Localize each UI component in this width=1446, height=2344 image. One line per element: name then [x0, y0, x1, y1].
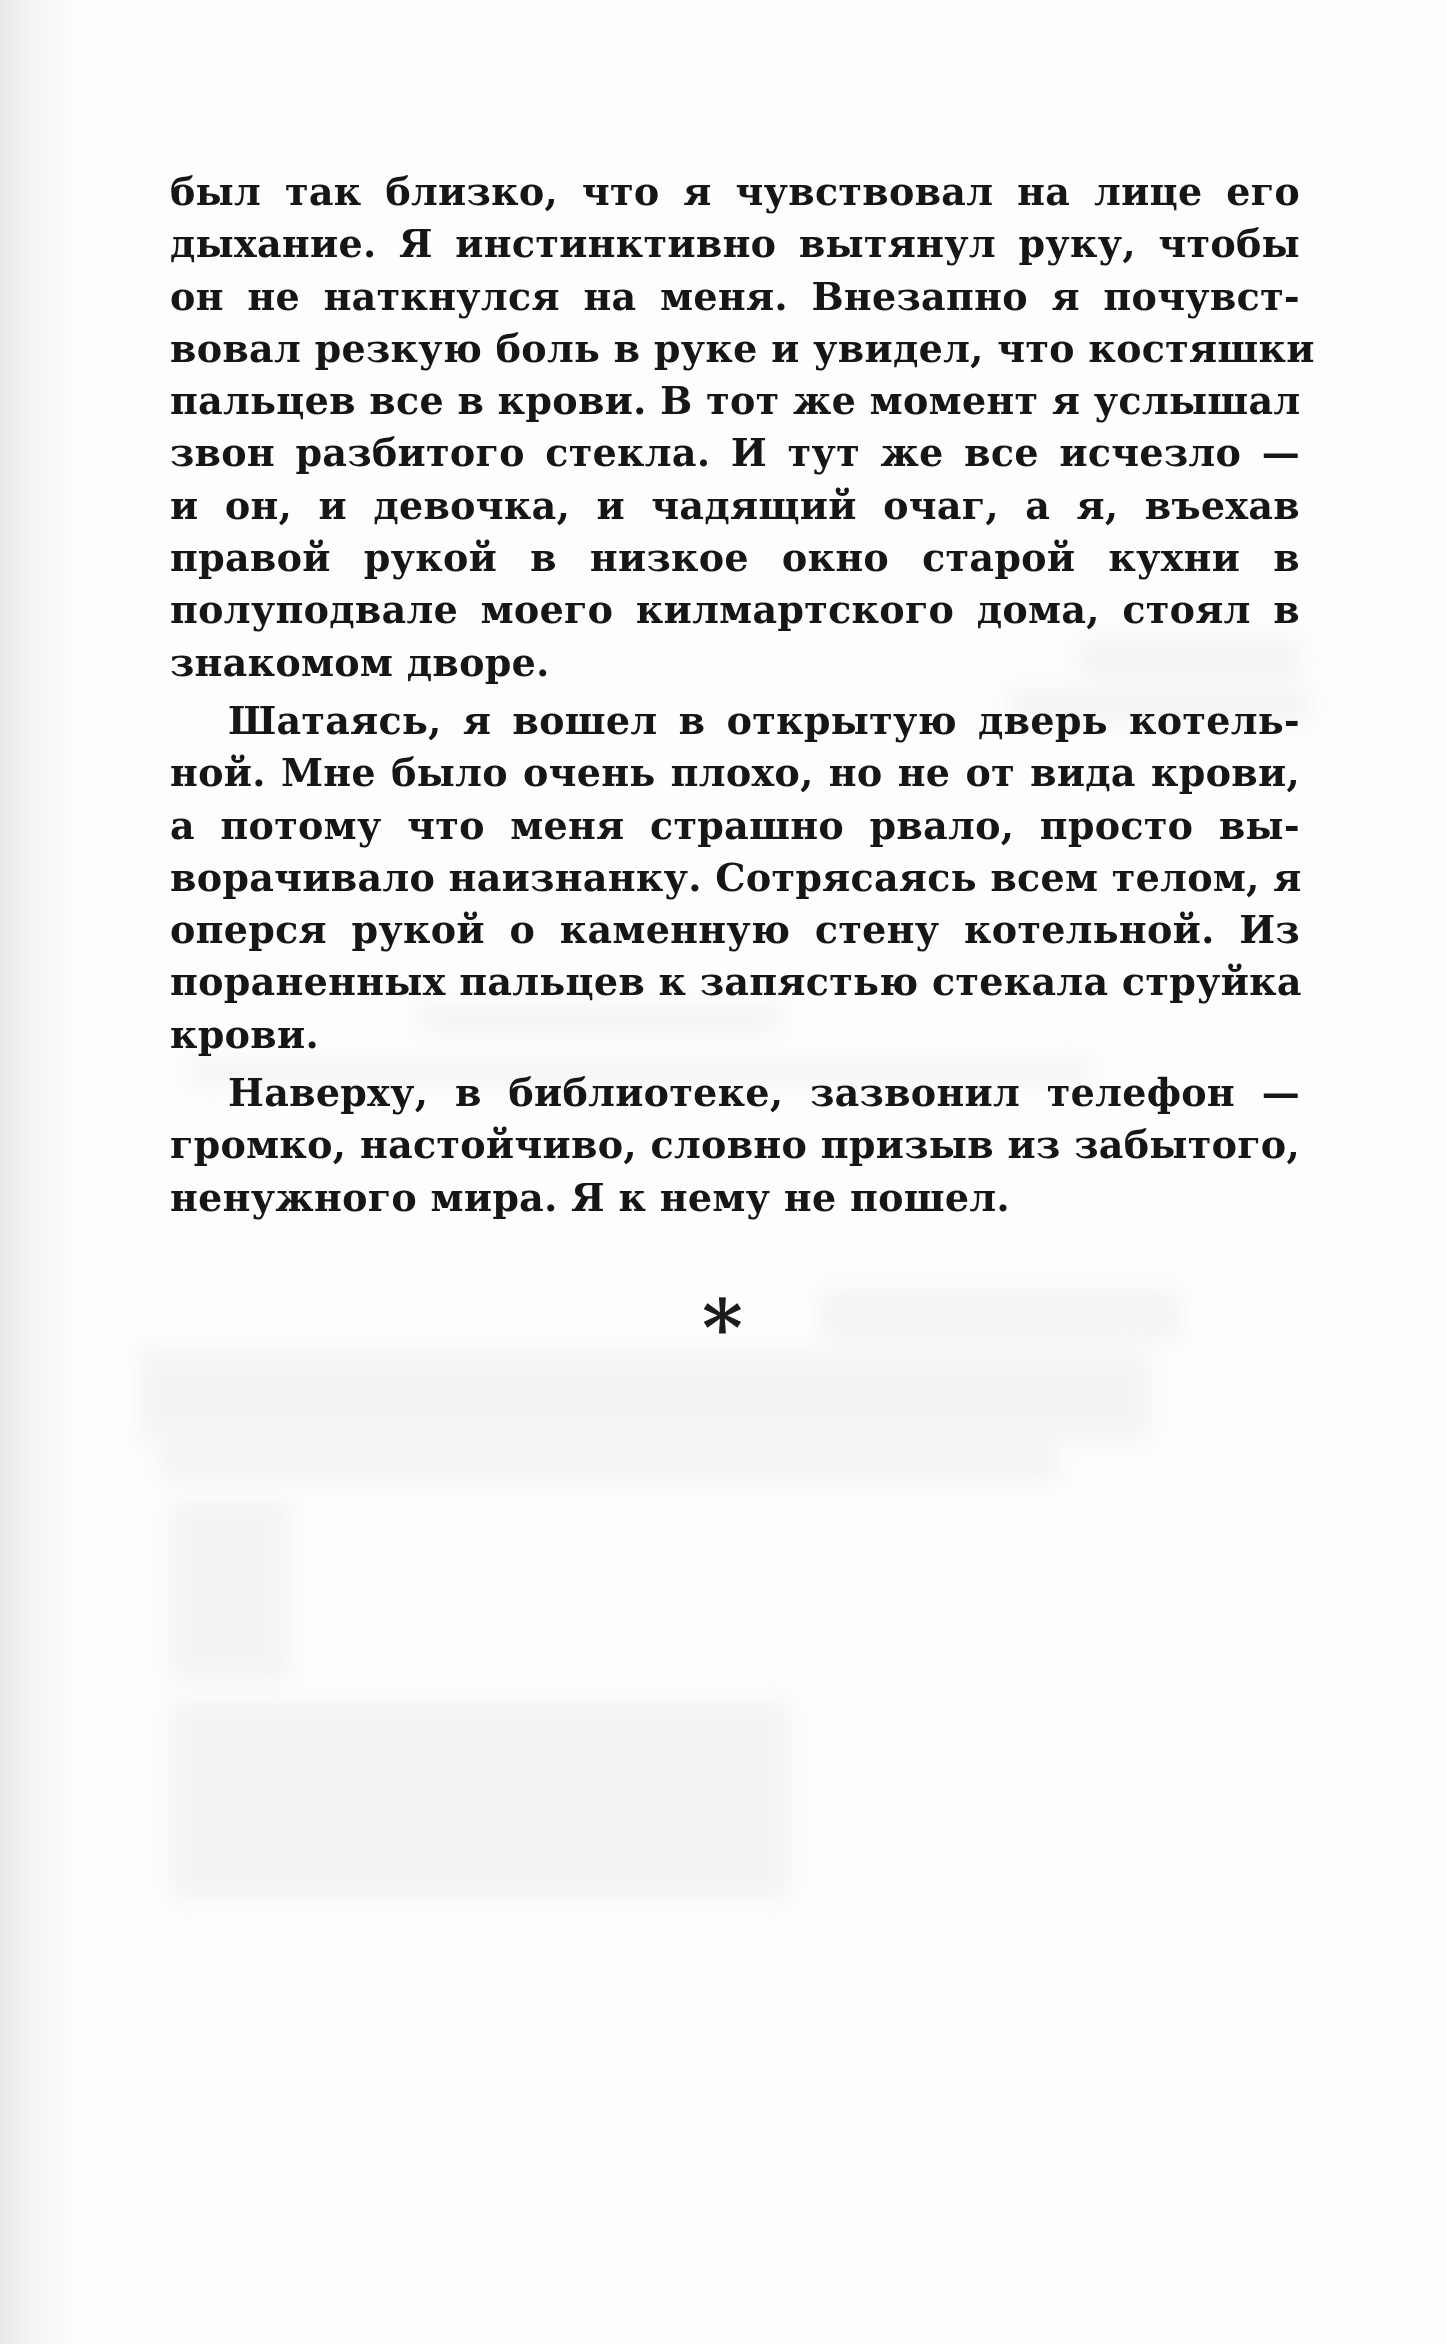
text-line: пальцев все в крови. В тот же момент я услышал	[170, 378, 1301, 424]
text-line: ворачивало наизнанку. Сотрясаясь всем телом, я	[170, 854, 1302, 900]
text-line: дыхание. Я инстинктивно вытянул руку, чтобы	[170, 221, 1300, 267]
text-line: крови.	[170, 1011, 319, 1057]
paragraph-1	[170, 166, 1315, 689]
bleed-through	[170, 1700, 790, 1900]
text-line: правой рукой в низкое окно старой кухни в	[170, 535, 1300, 581]
bleed-through	[820, 1290, 1180, 1340]
text-line: он не наткнулся на меня. Внезапно я почувст-	[170, 273, 1300, 319]
text-line: ненужного мира. Я к нему не пошел.	[170, 1174, 1010, 1220]
bleed-through	[140, 1350, 1150, 1440]
text-line: Шатаясь, я вошел в открытую дверь котель-	[228, 697, 1300, 743]
text-line: а потому что меня страшно рвало, просто вы-	[170, 802, 1300, 848]
text-line: Наверху, в библиотеке, зазвонил телефон —	[228, 1070, 1300, 1116]
text-line: пораненных пальцев к запястью стекала струйка	[170, 959, 1302, 1005]
section-break-asterisk: *	[702, 1283, 743, 1374]
text-line: полуподвале моего килмартского дома, стоял в	[170, 587, 1300, 633]
bleed-through	[170, 1500, 290, 1680]
text-line: был так близко, что я чувствовал на лице его	[170, 169, 1300, 214]
paragraph-3	[170, 1067, 1300, 1224]
body-text	[170, 166, 1315, 1224]
text-line: вовал резкую боль в руке и увидел, что костяшки	[170, 325, 1315, 371]
bleed-through	[160, 1440, 1060, 1480]
text-line: знакомом дворе.	[170, 639, 550, 685]
text-line: звон разбитого стекла. И тут же все исчезло —	[170, 430, 1300, 476]
text-line: громко, настойчиво, словно призыв из забытого,	[170, 1122, 1300, 1168]
text-line: оперся рукой о каменную стену котельной. Из	[170, 907, 1300, 953]
text-line: и он, и девочка, и чадящий очаг, а я, въехав	[170, 482, 1300, 528]
binding-shadow	[0, 0, 80, 2344]
paragraph-2	[170, 695, 1300, 1061]
text-line: ной. Мне было очень плохо, но не от вида крови,	[170, 750, 1300, 796]
